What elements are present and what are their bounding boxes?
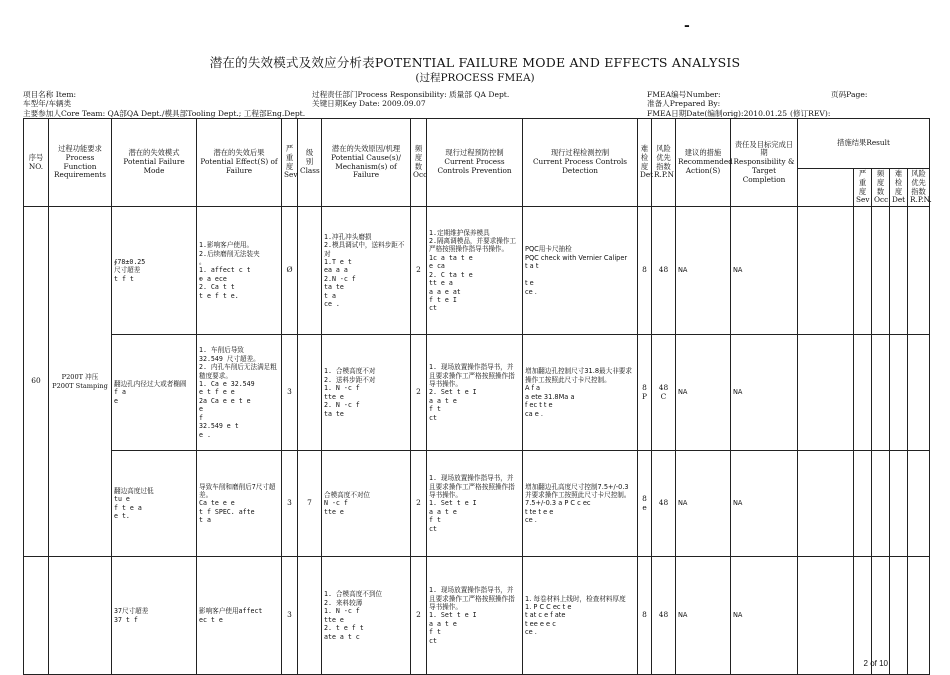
row-result-det	[890, 207, 908, 335]
row-effect: 1. 车削后导致 32.549 尺寸超差。 2. 内孔车削后无法满足粗糙度要求。 1. Ca e 32.549 e t f e e 2a Ca e e t e e f 32.549 e t e .	[197, 335, 282, 451]
row-det: 8	[638, 207, 652, 335]
document-subtitle: (过程PROCESS FMEA)	[415, 72, 535, 84]
row-result-action	[798, 451, 854, 557]
row-responsibility: NA	[731, 557, 798, 675]
row-sev: 3	[282, 557, 298, 675]
row-prevention: 1. 现场放置操作指导书，并且要求操作工严格按照操作指导书操作。 1. Set t e I a a t e f t ct	[427, 451, 523, 557]
meta-page-label: 页码Page:	[831, 90, 868, 99]
row-sev: Ø	[282, 207, 298, 335]
row-result-action	[798, 335, 854, 451]
meta-prepared-by: 准备人Prepared By:	[647, 99, 721, 109]
row-failure-mode: 翻边高度过低 tu e f t e a e t.	[112, 451, 197, 557]
row-prevention: 1. 现场放置操作指导书，并且要求操作工严格按照操作指导书操作。 2. Set t e I a a t e f t ct	[427, 335, 523, 451]
header-mark: -	[684, 18, 690, 34]
row-result-sev	[854, 335, 872, 451]
row-function	[49, 557, 112, 675]
row-occ: 2	[411, 207, 427, 335]
row-rpn: 48	[652, 557, 676, 675]
row-result-rpn	[908, 557, 930, 675]
row-class	[298, 207, 322, 335]
row-function: P200T 冲压 P200T Stamping	[49, 207, 112, 557]
row-action: NA	[676, 335, 731, 451]
row-effect: 1.影响客户使用。 2.后续磨削无法装夹 。 1. affect c t ⊕ a ece 2. Ca t t t e f t e.	[197, 207, 282, 335]
row-prevention: 1.定期维护保养模具 2.隔离调模品，并要求操作工严格按照操作指导书操作。 1c a ta t e e ca 2. C ta t e tt e a a a e at f t e I ct	[427, 207, 523, 335]
meta-key-date: 关键日期Key Date: 2009.09.07	[312, 99, 426, 109]
document-title: 潜在的失效模式及效应分析表POTENTIAL FAILURE MODE AND EFFECTS ANALYSIS	[209, 55, 741, 70]
row-det: 8	[638, 557, 652, 675]
col-result-det: 难 检 度 Det	[890, 169, 908, 207]
row-responsibility: NA	[731, 335, 798, 451]
col-class: 级 别 Class	[298, 119, 322, 207]
row-effect: 影响客户使用affect ec t e	[197, 557, 282, 675]
row-class: 7	[298, 451, 322, 557]
col-seq: 序号 NO.	[24, 119, 49, 207]
meta-responsibility: 过程责任部门Process Responsibility: 质量部 QA Dept.	[312, 90, 510, 99]
col-result-action	[798, 169, 854, 207]
row-failure-mode: 37尺寸超差 37 t f	[112, 557, 197, 675]
row-cause: 合模高度不对位 N -c f tte e	[322, 451, 411, 557]
table-row	[24, 207, 930, 335]
row-occ: 2	[411, 335, 427, 451]
col-result-occ: 频 度 数 Occ	[872, 169, 890, 207]
col-rpn: 风险 优先 指数 R.P.N	[652, 119, 676, 207]
row-rpn: 48	[652, 451, 676, 557]
row-occ: 2	[411, 557, 427, 675]
row-result-det	[890, 335, 908, 451]
row-action: NA	[676, 207, 731, 335]
row-detection: 增加翻边孔控制尺寸31.8最大非要求操作工按照此尺寸卡尺控制。 A f a a ete 31.8Ma a f ec t t e ca e .	[523, 335, 638, 451]
row-detection: 1. 每卷材料上线时，检查材料厚度 1. P C C ec t e t at c e f ate t ee e e c ce .	[523, 557, 638, 675]
meta-fmea-number: FMEA编号Number:	[647, 90, 721, 99]
row-detection: 增加翻边孔高度尺寸控制7.5+/-0.3并要求操作工按照此尺寸卡尺控制。 7.5+/-0.3 a P C c ec t te t e e ce .	[523, 451, 638, 557]
meta-core-team: 主要参加人Core Team: QA部QA Dept./模具部Tooling Dept.; 工程部Eng.Dept.	[23, 108, 306, 118]
col-result-sev: 严 重 度 Sev	[854, 169, 872, 207]
table-row	[24, 335, 930, 451]
row-responsibility: NA	[731, 207, 798, 335]
row-prevention: 1. 现场放置操作指导书，并且要求操作工严格按照操作指导书操作。 1. Set t e I a a t e f t ct	[427, 557, 523, 675]
col-cause: 潜在的失效原因/机理 Potential Cause(s)/ Mechanism(s) of Failure	[322, 119, 411, 207]
meta-fmea-date: FMEA日期Date(编制orig):2010.01.25	[647, 108, 788, 118]
col-action: 建议的措施 Recommended Action(S)	[676, 119, 731, 207]
col-function: 过程功能要求 Process Function Requirements	[49, 119, 112, 207]
col-effect: 潜在的失效后果 Potential Effect(S) of Failure	[197, 119, 282, 207]
meta-rev: (修订REV):	[790, 109, 831, 118]
meta-mid	[312, 90, 509, 109]
row-failure-mode: ∮78±0.25 尺寸超差 t f t	[112, 207, 197, 335]
row-occ: 2	[411, 451, 427, 557]
row-cause: 1. 合模高度不对 2. 送料步距不对 1. N -c f tte e 2. N -c f ta te	[322, 335, 411, 451]
row-result-sev	[854, 451, 872, 557]
fmea-table	[23, 118, 930, 675]
meta-right	[647, 90, 787, 118]
row-detection: PQC用卡尺抽检 PQC check with Vernier Caliper t a t t e ce .	[523, 207, 638, 335]
meta-item: 项目名称 Item:	[23, 90, 77, 99]
col-detection: 现行过程检测控制 Current Process Controls Detection	[523, 119, 638, 207]
row-cause: 1. 合模高度不到位 2. 来料较薄 1. N -c f tte e 2. t e f t ate a t c	[322, 557, 411, 675]
meta-left	[23, 90, 305, 118]
row-result-occ	[872, 557, 890, 675]
col-prevention: 现行过程预防控制 Current Process Controls Prevention	[427, 119, 523, 207]
row-result-det	[890, 557, 908, 675]
row-failure-mode: 翻边孔内径过大或者椭圆 f a e	[112, 335, 197, 451]
row-result-action	[798, 207, 854, 335]
row-class	[298, 335, 322, 451]
row-result-occ	[872, 207, 890, 335]
row-rpn: 48	[652, 207, 676, 335]
col-result-rpn: 风险 优先 指数 R.P.N.	[908, 169, 930, 207]
row-responsibility: NA	[731, 451, 798, 557]
col-result: 措施结果Result	[798, 119, 930, 169]
row-sev: 3	[282, 451, 298, 557]
col-sev: 严 重 度 Sev	[282, 119, 298, 207]
row-result-action	[798, 557, 854, 675]
meta-vehicle: 车型年/车辆类	[23, 99, 72, 109]
row-result-sev	[854, 207, 872, 335]
col-occ: 频 度 数 Occ	[411, 119, 427, 207]
row-cause: 1.冲孔冲头磨损 2.模具调试中，送料步距不对 1.T e t ea a a 2.N -c f ta te t a ce .	[322, 207, 411, 335]
row-result-det	[890, 451, 908, 557]
header-row	[24, 119, 930, 169]
row-result-occ	[872, 335, 890, 451]
col-failure-mode: 潜在的失效模式 Potential Failure Mode	[112, 119, 197, 207]
table-row	[24, 557, 930, 675]
row-sev: 3	[282, 335, 298, 451]
row-class	[298, 557, 322, 675]
row-effect: 导致车削和磨削后7尺寸超差。 Ca te e e t f SPEC. afte t a	[197, 451, 282, 557]
row-result-occ	[872, 451, 890, 557]
row-action: NA	[676, 557, 731, 675]
row-result-rpn	[908, 207, 930, 335]
page-number: 2 of 10	[863, 659, 888, 668]
row-seq: 60	[24, 207, 49, 557]
row-rpn: 48 C	[652, 335, 676, 451]
row-seq	[24, 557, 49, 675]
row-result-rpn	[908, 335, 930, 451]
col-responsibility: 责任及目标完成日期 Responsibility & Target Completion	[731, 119, 798, 207]
col-det: 难 检 度 Det	[638, 119, 652, 207]
row-action: NA	[676, 451, 731, 557]
table-row	[24, 451, 930, 557]
row-result-rpn	[908, 451, 930, 557]
row-result-sev	[854, 557, 872, 675]
row-det: 8 P	[638, 335, 652, 451]
row-det: 8 e	[638, 451, 652, 557]
